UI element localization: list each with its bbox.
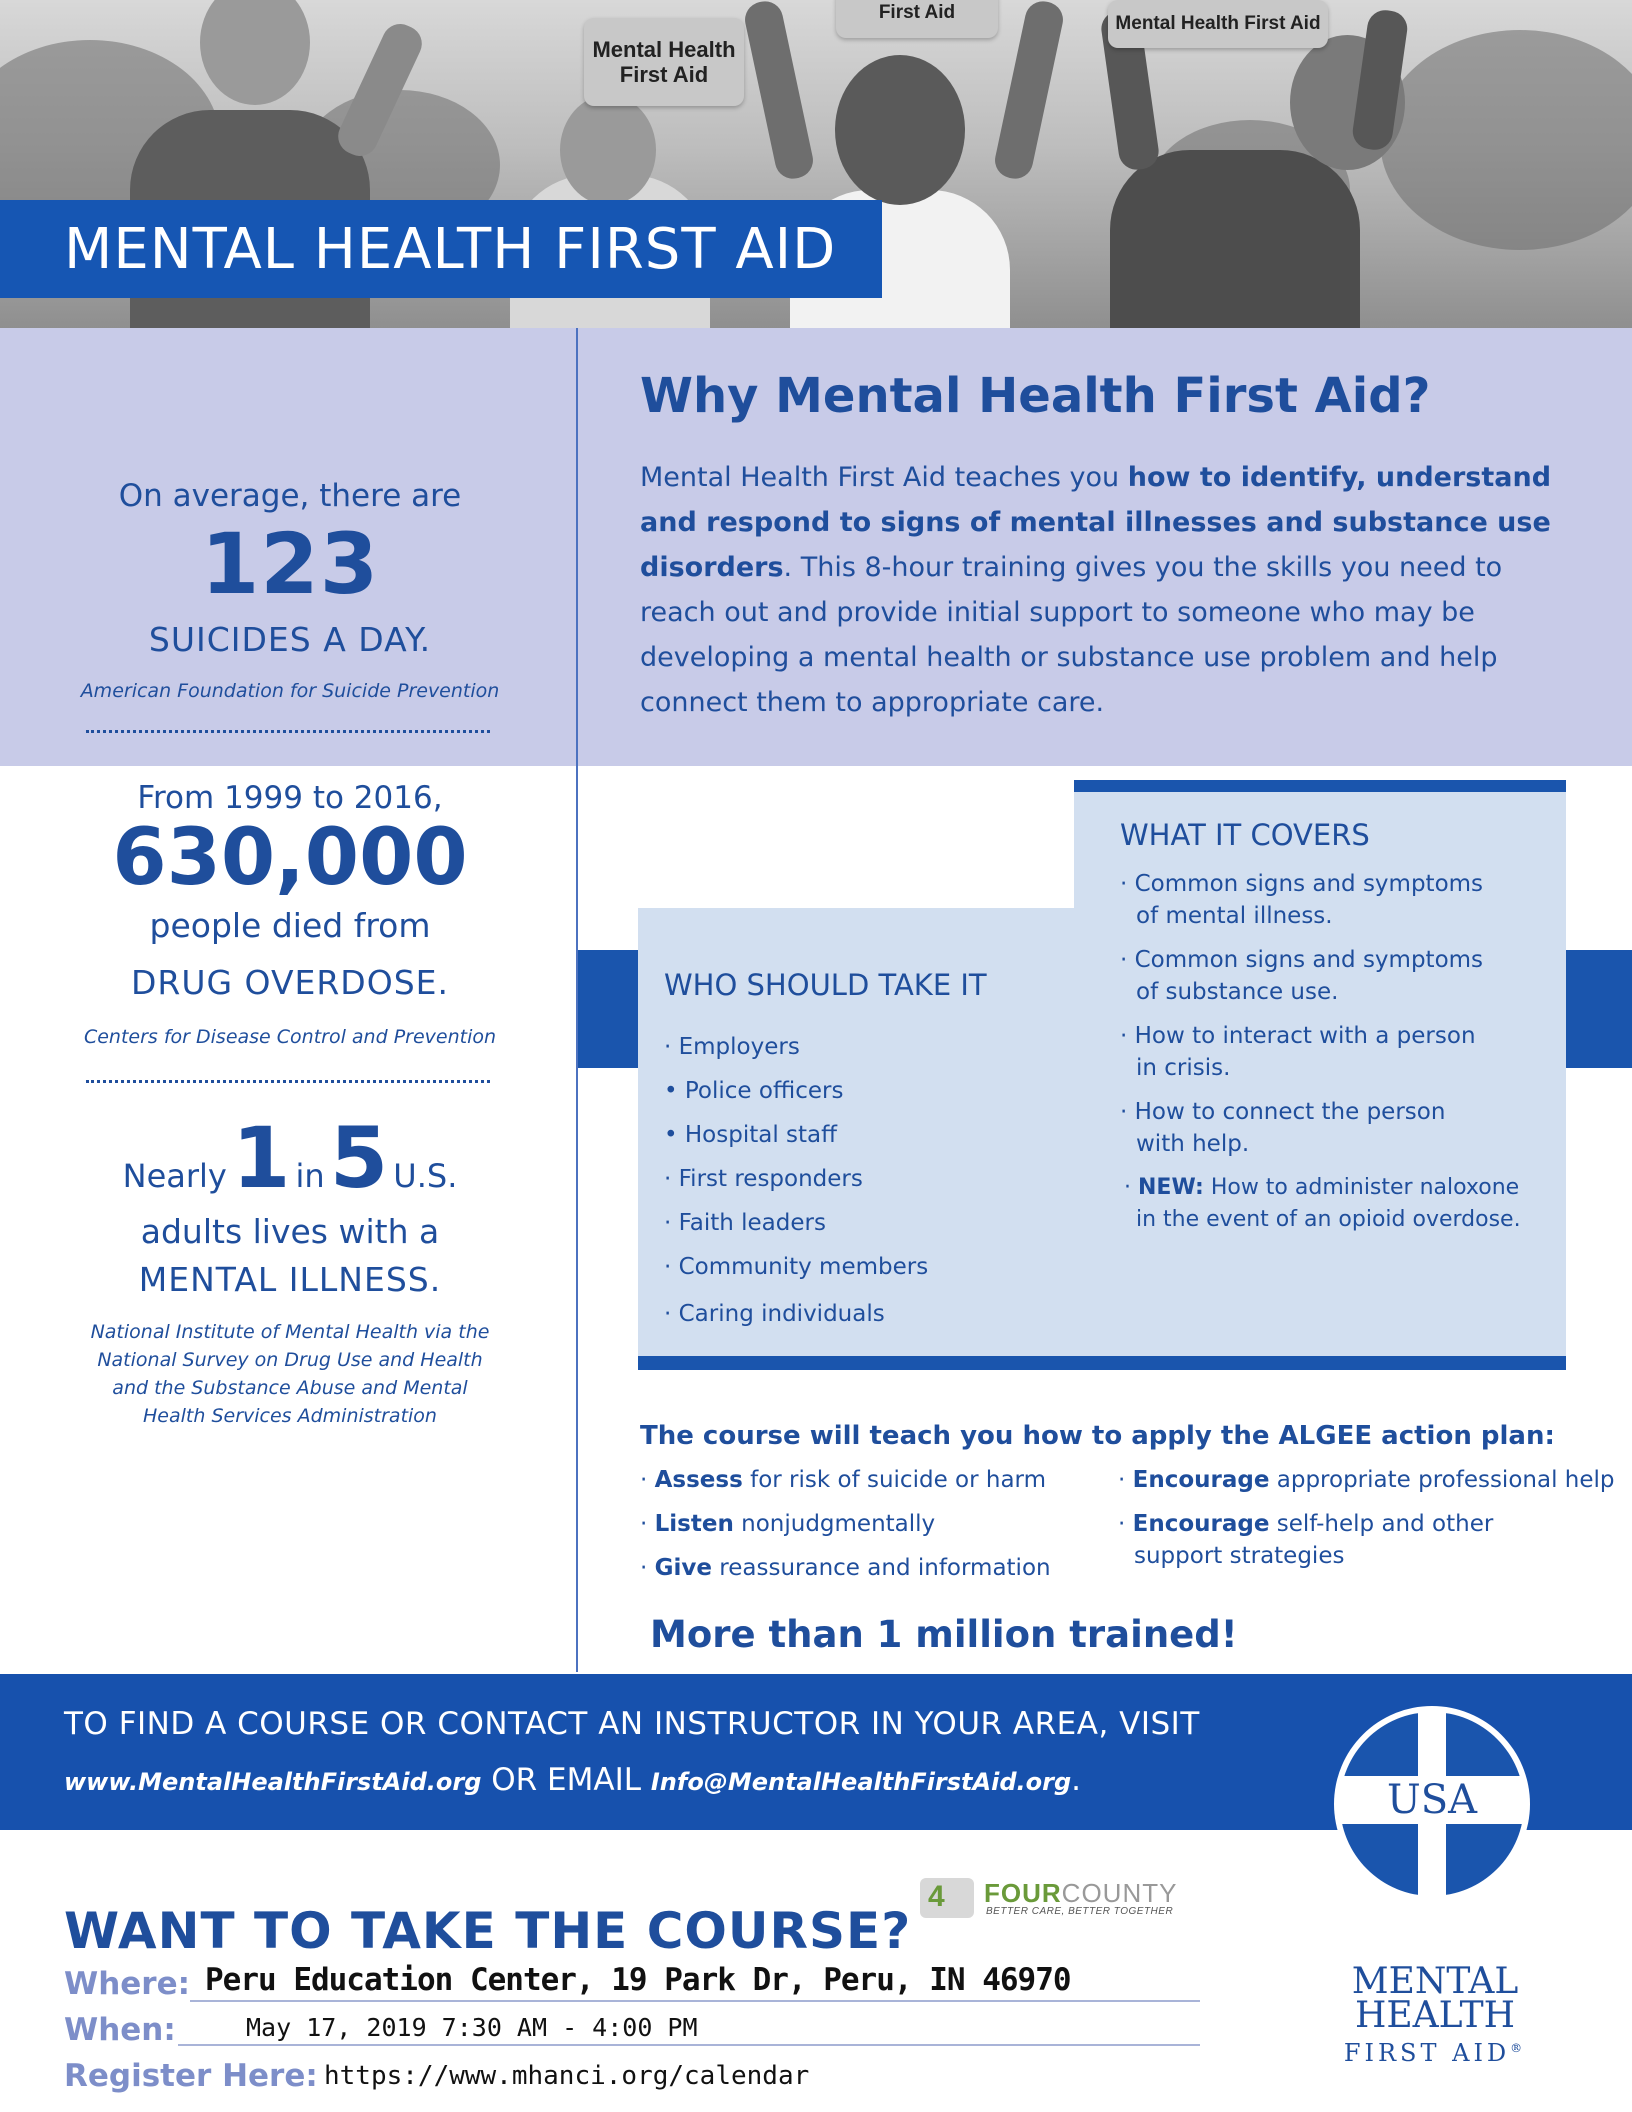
mhfa-cross-logo [1332, 1704, 1532, 1904]
million-trained: More than 1 million trained! [650, 1613, 1238, 1656]
cover-line: of substance use. [1136, 979, 1339, 1005]
register-link[interactable]: https://www.mhanci.org/calendar [324, 2061, 810, 2091]
illness-source-line: National Institute of Mental Health via the [90, 1321, 490, 1343]
illness-label: MENTAL ILLNESS. [138, 1260, 442, 1299]
fourcounty-four: FOUR [984, 1878, 1062, 1908]
fourcounty-logo [920, 1878, 1225, 1920]
why-text-b: . This 8-hour training gives you the skills you need to reach out and provide initial support to someone who may be developing a mental health or substance use problem and help connect them to appropriate care. [640, 552, 1503, 718]
algee-item: · Encourage self-help and other [1118, 1511, 1494, 1537]
divider-dots [86, 730, 490, 733]
why-paragraph [640, 455, 1560, 725]
cover-line: · NEW: How to administer naloxone [1124, 1175, 1520, 1200]
fourcounty-county: COUNTY [1061, 1878, 1178, 1908]
wordmark-line: HEALTH [1354, 1995, 1516, 2036]
cover-new-text: How to administer naloxone [1203, 1175, 1520, 1200]
sign-middle [836, 0, 998, 38]
registered-mark: ® [1510, 2041, 1527, 2055]
suicide-label: SUICIDES A DAY. [148, 620, 432, 659]
covers-top-bar [1074, 780, 1566, 792]
email-link[interactable]: Info@MentalHealthFirstAid.org [650, 1768, 1072, 1796]
website-link[interactable]: www.MentalHealthFirstAid.org [64, 1768, 482, 1796]
overdose-source: Centers for Disease Control and Prevention [83, 1026, 497, 1048]
fourcounty-tagline: BETTER CARE, BETTER TOGETHER [986, 1906, 1174, 1917]
overdose-label: DRUG OVERDOSE. [131, 963, 449, 1002]
why-heading: Why Mental Health First Aid? [640, 368, 1431, 424]
who-list [664, 1025, 928, 1336]
list-item: • Police officers [664, 1078, 844, 1104]
suicide-source: American Foundation for Suicide Prevention [80, 680, 500, 702]
algee-verb: Encourage [1132, 1511, 1270, 1537]
overdose-number: 630,000 [112, 813, 468, 903]
list-item [1120, 1096, 1521, 1160]
illness-source-line: Health Services Administration [143, 1405, 437, 1427]
algee-verb: Give [654, 1555, 712, 1581]
contact-or: OR EMAIL [481, 1762, 651, 1798]
list-item: · Employers [664, 1034, 800, 1060]
algee-heading: The course will teach you how to apply the ALGEE action plan: [640, 1421, 1555, 1451]
algee-text: self-help and other [1269, 1511, 1494, 1537]
cover-line: · Common signs and symptoms [1120, 947, 1484, 973]
accent-band-left [578, 950, 638, 1068]
list-item: · First responders [664, 1166, 863, 1192]
list-item [1120, 1172, 1521, 1236]
illness-line2: adults lives with a [140, 1212, 440, 1251]
fourcounty-mark [920, 1878, 974, 1918]
fourcounty-name [984, 1878, 1177, 1909]
algee-verb: Listen [654, 1511, 734, 1537]
cover-line: of mental illness. [1136, 903, 1333, 929]
fourcounty-mark-text: 4 [928, 1880, 945, 1913]
sign-middle-text: First Aid [878, 2, 956, 24]
illness-headline [40, 1109, 540, 1207]
mhfa-wordmark [1340, 1961, 1530, 2068]
algee-item: · Listen nonjudgmentally [640, 1511, 936, 1537]
where-underline [190, 2000, 1200, 2002]
cover-line: in the event of an opioid overdose. [1136, 1207, 1521, 1232]
list-item [1120, 944, 1521, 1008]
illness-w2: in [295, 1157, 325, 1195]
algee-left-list [640, 1464, 1051, 1584]
why-text-bold: how to identify, understand and respond to signs of mental illnesses and substance use disorders [640, 462, 1552, 583]
when-underline [178, 2044, 1200, 2046]
wordmark-firstaid: FIRST AID [1343, 2039, 1511, 2067]
cover-line: in crisis. [1136, 1055, 1231, 1081]
illness-source-line: National Survey on Drug Use and Health [97, 1349, 483, 1371]
illness-n2: 5 [329, 1109, 389, 1207]
where-label: Where: [64, 1966, 190, 2002]
algee-verb: Assess [654, 1467, 743, 1493]
wordmark-line: MENTAL [1351, 1961, 1519, 2002]
contact-end: . [1071, 1762, 1081, 1798]
algee-text-cont: support strategies [1134, 1543, 1345, 1569]
usa-text: USA [1387, 1777, 1477, 1823]
who-heading: WHO SHOULD TAKE IT [664, 968, 987, 1002]
contact-details [64, 1762, 1081, 1798]
illness-n1: 1 [231, 1109, 291, 1207]
divider-dots [86, 1080, 490, 1083]
list-item: · Community members [664, 1254, 929, 1280]
new-badge: NEW: [1138, 1175, 1204, 1200]
course-heading: WANT TO TAKE THE COURSE? [64, 1902, 912, 1960]
algee-item: · Give reassurance and information [640, 1555, 1051, 1581]
illness-source-line: and the Substance Abuse and Mental [112, 1377, 468, 1399]
boxes-bottom-bar [638, 1356, 1566, 1370]
sign-right-text: Mental Health First Aid [1115, 13, 1321, 35]
list-item [1120, 868, 1521, 932]
algee-verb: Encourage [1132, 1467, 1270, 1493]
accent-band-right [1566, 950, 1632, 1068]
list-item [1120, 1020, 1521, 1084]
cover-line: with help. [1136, 1131, 1250, 1157]
sign-left-text: Mental Health First Aid [592, 36, 736, 87]
sign-right [1108, 0, 1328, 48]
algee-right-list [1118, 1464, 1615, 1572]
suicide-number: 123 [200, 515, 380, 613]
contact-heading: TO FIND A COURSE OR CONTACT AN INSTRUCTOR IN YOUR AREA, VISIT [64, 1706, 1200, 1742]
sign-left [584, 18, 744, 106]
illness-source [40, 1318, 540, 1430]
algee-item: · Encourage appropriate professional help [1118, 1467, 1615, 1493]
illness-w3: U.S. [393, 1157, 458, 1195]
algee-text: for risk of suicide or harm [742, 1467, 1046, 1493]
algee-text: nonjudgmentally [733, 1511, 936, 1537]
covers-heading: WHAT IT COVERS [1120, 818, 1370, 852]
wordmark-line [1340, 2033, 1530, 2068]
list-item: • Hospital staff [664, 1122, 837, 1148]
algee-item: · Assess for risk of suicide or harm [640, 1467, 1046, 1493]
list-item: · Faith leaders [664, 1210, 826, 1236]
cover-line: · How to connect the person [1120, 1099, 1446, 1125]
algee-text: appropriate professional help [1269, 1467, 1615, 1493]
register-label: Register Here: [64, 2058, 318, 2094]
algee-text: reassurance and information [711, 1555, 1051, 1581]
covers-list [1120, 868, 1521, 1236]
cover-line: · Common signs and symptoms [1120, 871, 1484, 897]
list-item: · Caring individuals [664, 1301, 885, 1327]
suicide-lead: On average, there are [118, 478, 462, 514]
where-value: Peru Education Center, 19 Park Dr, Peru, IN 46970 [205, 1962, 1071, 1998]
when-value: May 17, 2019 7:30 AM - 4:00 PM [246, 2013, 698, 2042]
why-text-a: Mental Health First Aid teaches you [640, 462, 1128, 493]
overdose-line2: people died from [149, 906, 431, 945]
overdose-lead: From 1999 to 2016, [137, 780, 443, 816]
cover-line: · How to interact with a person [1120, 1023, 1476, 1049]
illness-w1: Nearly [122, 1157, 227, 1195]
page-title: MENTAL HEALTH FIRST AID [64, 217, 837, 282]
when-label: When: [64, 2012, 176, 2048]
